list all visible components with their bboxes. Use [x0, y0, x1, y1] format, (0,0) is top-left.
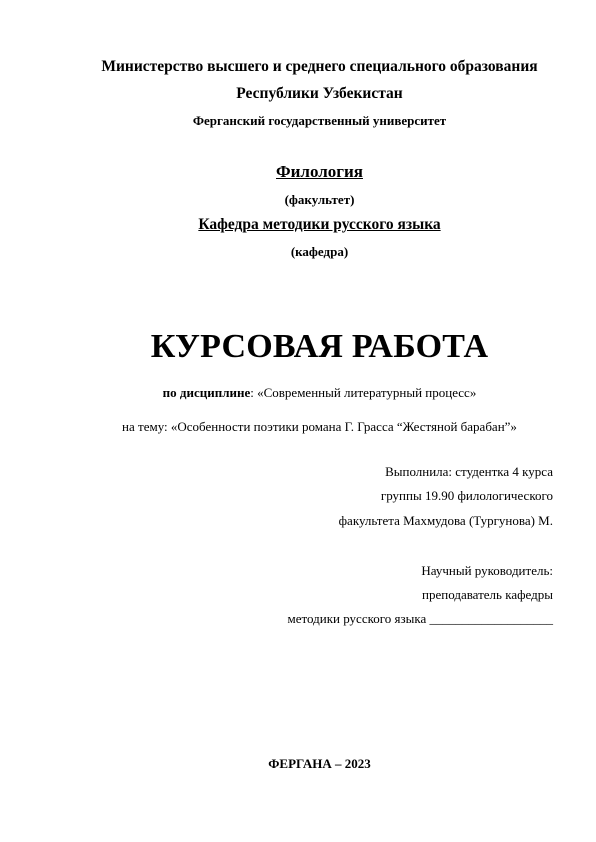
author-line-3: факультета Махмудова (Тургунова) М. [338, 513, 553, 528]
supervisor-line-3: методики русского языка ___________________ [287, 611, 553, 626]
faculty-caption: (факультет) [284, 192, 355, 207]
supervisor-line-1: Научный руководитель: [421, 563, 553, 578]
ministry-heading: Министерство высшего и среднего специального образования [101, 58, 538, 75]
republic-heading: Республики Узбекистан [236, 85, 403, 102]
document-title: КУРСОВАЯ РАБОТА [150, 328, 489, 365]
discipline-value: : «Современный литературный процесс» [250, 385, 477, 400]
author-line-2: группы 19.90 филологического [380, 488, 553, 503]
author-line-1: Выполнила: студентка 4 курса [385, 464, 553, 479]
topic-line: на тему: «Особенности поэтики романа Г. Грасса “Жестяной барабан”» [122, 419, 517, 434]
city-year: ФЕРГАНА – 2023 [268, 756, 371, 771]
faculty-name: Филология [276, 162, 363, 181]
university-heading: Ферганский государственный университет [192, 113, 447, 128]
supervisor-line-2: преподаватель кафедры [422, 587, 553, 602]
discipline-label: по дисциплине [162, 385, 251, 400]
discipline-line [0, 385, 596, 401]
chair-caption: (кафедра) [290, 244, 349, 259]
chair-name: Кафедра методики русского языка [198, 216, 441, 233]
